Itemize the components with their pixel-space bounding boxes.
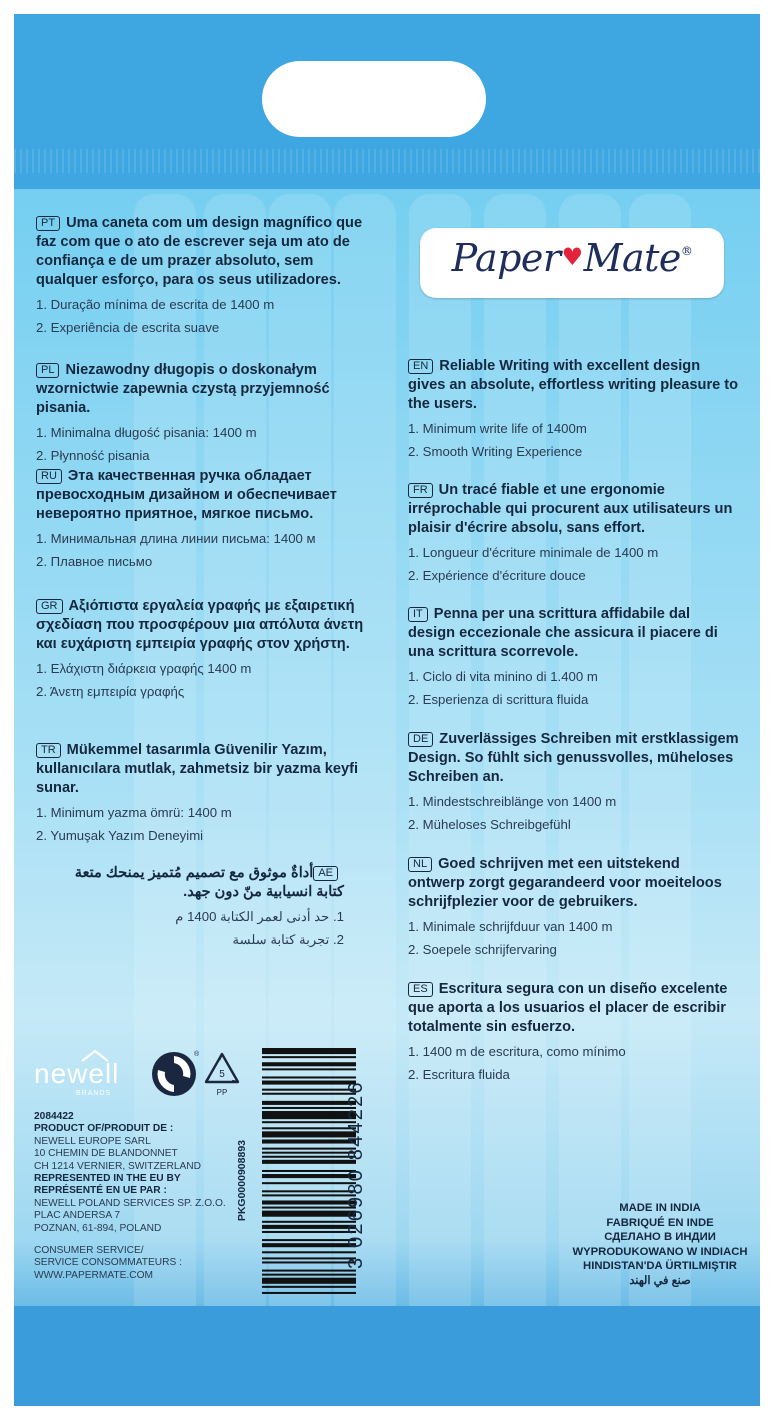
recycle-registered: ® [194, 1051, 200, 1058]
feature-item: 1. Longueur d'écriture minimale de 1400 m [408, 545, 659, 560]
importer-line: CONSUMER SERVICE/ [34, 1245, 144, 1257]
top-seal [14, 149, 760, 173]
lang-section-gr [36, 597, 368, 700]
barcode-bar [262, 1048, 356, 1054]
importer-line: NEWELL EUROPE SARL [34, 1135, 151, 1147]
barcode-bar [262, 1139, 356, 1143]
barcode-bar [262, 1121, 356, 1123]
language-code-badge: EN [408, 359, 433, 374]
barcode-bar [262, 1221, 356, 1223]
made-in-line: WYPRODUKOWANO W INDIACH [572, 1245, 748, 1258]
barcode-bar [262, 1270, 356, 1272]
language-code-badge: FR [408, 483, 433, 498]
section-headline [36, 214, 368, 290]
importer-line: PRODUCT OF/PRODUIT DE : [34, 1123, 174, 1135]
barcode-digits: 3 026980 844226 [345, 1080, 367, 1270]
lang-section-fr [408, 481, 740, 584]
section-headline [408, 357, 740, 414]
made-in-info [560, 1201, 760, 1289]
lang-section-en [408, 357, 740, 460]
headline-text: Escritura segura con un diseño excelente que aporta a los usuarios el placer de escribir totalmente sin esfuerzo. [408, 981, 728, 1035]
headline-text: Эта качественная ручка обладает превосходным дизайном и обеспечивает невероятно приятное, мягкое письмо. [36, 468, 337, 522]
made-in-line: СДЕЛАНО В ИНДИИ [604, 1231, 716, 1244]
registered-mark: ® [680, 244, 693, 258]
barcode-bar [262, 1251, 356, 1253]
importer-line [34, 1235, 254, 1245]
barcode-bar [262, 1174, 356, 1178]
feature-item: 1. Minimum yazma ömrü: 1400 m [36, 805, 232, 820]
feature-item: 1. Mindestschreiblänge von 1400 m [408, 794, 617, 809]
language-code-badge: PT [36, 216, 60, 231]
pp-recycle-icon [202, 1050, 242, 1100]
green-dot-recycle-icon [150, 1048, 202, 1100]
barcode-bar [262, 1200, 356, 1204]
lang-section-ae [58, 864, 344, 948]
barcode-bar [262, 1056, 356, 1058]
resin-code: 5 [219, 1069, 225, 1080]
headline-text: Αξιόπιστα εργαλεία γραφής με εξαιρετική σχεδίαση που προσφέρουν μια απόλυτα άνετη και ευχάριστη εμπειρία γραφής στον χρήστη. [36, 598, 364, 652]
barcode-bar [262, 1089, 356, 1091]
importer-line: REPRÉSENTÉ EN UE PAR : [34, 1185, 167, 1197]
importer-line: WWW.PAPERMATE.COM [34, 1269, 154, 1281]
logo-word-right: Mate [583, 236, 681, 280]
barcode-bar [262, 1274, 356, 1276]
barcode-bar [262, 1170, 356, 1172]
barcode-bar [262, 1156, 356, 1158]
barcode-bar [262, 1207, 356, 1209]
barcode-bar [262, 1076, 356, 1078]
barcode-bar [262, 1231, 356, 1233]
headline-text: Un tracé fiable et une ergonomie irréprochable qui procurent aux utilisateurs un plaisir d'écrire absolu, sans effort. [408, 482, 733, 536]
headline-text: Niezawodny długopis o doskonałym wzornictwie zapewnia czystą przyjemność pisania. [36, 362, 330, 416]
feature-item: 1. Minimale schrijfduur van 1400 m [408, 919, 613, 934]
feature-item: 1. Ελάχιστη διάρκεια γραφής 1400 m [36, 661, 252, 676]
barcode-bar [262, 1257, 356, 1259]
language-code-badge: DE [408, 732, 433, 747]
feature-item: 2. تجربة كتابة سلسة [232, 932, 344, 947]
headline-text: Penna per una scrittura affidabile dal design eccezionale che assicura il piacere di una scrittura scorrevole. [408, 606, 718, 660]
section-headline [408, 605, 740, 662]
section-headline [408, 855, 740, 912]
language-code-badge: ES [408, 982, 433, 997]
headline-text: Zuverlässiges Schreiben mit erstklassigem Design. So fühlt sich genussvolles, müheloses Schreiben an. [408, 731, 739, 785]
importer-line: CH 1214 VERNIER, SWITZERLAND [34, 1160, 201, 1172]
newell-brands-logo [34, 1050, 144, 1102]
language-code-badge: PL [36, 363, 59, 378]
lang-section-pt [36, 214, 368, 336]
feature-item: 1. Minimum write life of 1400m [408, 421, 587, 436]
headline-text: أداةٌ موثوق مع تصميم مُتميز يمنحك متعة كتابة انسيابية منّ دون جهد. [74, 865, 344, 900]
lang-section-ru [36, 467, 368, 570]
made-in-line: MADE IN INDIA [619, 1202, 701, 1214]
made-in-line: FABRIQUÉ EN INDE [606, 1216, 714, 1229]
headline-text: Mükemmel tasarımla Güvenilir Yazım, kullanıcılara mutlak, zahmetsiz bir yazma keyfi sunar. [36, 742, 359, 796]
barcode-bar [262, 1292, 356, 1294]
feature-item: 1. Duração mínima de escrita de 1400 m [36, 297, 275, 312]
language-code-badge: GR [36, 599, 63, 614]
barcode-bar [262, 1194, 356, 1196]
importer-line: REPRESENTED IN THE EU BY [34, 1173, 181, 1185]
feature-item: 2. Escritura fluida [408, 1067, 510, 1082]
headline-text: Reliable Writing with excellent design gives an absolute, effortless writing pleasure to the users. [408, 358, 739, 412]
lang-section-nl [408, 855, 740, 958]
resin-label: PP [216, 1088, 228, 1097]
barcode-bar [262, 1261, 356, 1263]
barcode-bar [262, 1148, 356, 1150]
made-in-line: صنع في الهند [629, 1274, 691, 1287]
made-in-line: HINDISTAN'DA ÜRTILMIŞTIR [583, 1260, 737, 1273]
language-code-badge: TR [36, 743, 61, 758]
barcode-bar [262, 1093, 356, 1095]
feature-item: 2. Плавное письмо [36, 554, 153, 569]
lang-section-pl [36, 361, 368, 464]
barcode-bar [262, 1278, 356, 1284]
section-headline [36, 741, 368, 798]
feature-item: 2. Smooth Writing Experience [408, 444, 583, 459]
newell-wordmark: newell [34, 1058, 120, 1089]
language-code-badge: IT [408, 607, 428, 622]
feature-item: 1. 1400 m de escritura, como mínimo [408, 1044, 626, 1059]
barcode-bar [262, 1107, 356, 1109]
barcode-bar [262, 1062, 356, 1066]
feature-item: 1. Minimalna długość pisania: 1400 m [36, 425, 257, 440]
barcode-bar [262, 1243, 356, 1247]
barcode-bar [262, 1131, 356, 1137]
barcode-bar [262, 1211, 356, 1217]
feature-item: 1. حد أدنى لعمر الكتابة 1400 م [175, 909, 344, 924]
lang-section-tr [36, 741, 368, 844]
barcode-bar [262, 1111, 356, 1119]
feature-item: 1. Минимальная длина линии письма: 1400 м [36, 531, 316, 546]
feature-item: 2. Experiência de escrita suave [36, 320, 220, 335]
barcode-bar [262, 1190, 356, 1192]
logo-wordmark [420, 236, 724, 280]
hang-hole [262, 61, 486, 137]
importer-line: 10 CHEMIN DE BLANDONNET [34, 1148, 178, 1160]
language-code-badge: NL [408, 857, 432, 872]
barcode-bar [262, 1286, 356, 1288]
importer-line: NEWELL POLAND SERVICES SP. Z.O.O. [34, 1197, 226, 1209]
section-headline [36, 361, 368, 418]
barcode-bar [262, 1068, 356, 1070]
headline-text: Uma caneta com um design magnífico que faz com que o ato de escrever seja um ato de confiança e de um prazer absoluto, sem qualquer esforço, para os seus utilizadores. [36, 215, 363, 288]
heart-icon: ♥ [561, 243, 583, 271]
barcode-bar [262, 1182, 356, 1184]
headline-text: Goed schrijven met een uitstekend ontwerp zorgt gegarandeerd voor moeiteloos schrijfplezier voor de gebruikers. [408, 856, 722, 910]
importer-line: 2084422 [34, 1111, 74, 1122]
barcode-bar [262, 1239, 356, 1241]
feature-item: 2. Esperienza di scrittura fluida [408, 692, 589, 707]
package-code: PKG0000908893 [236, 1140, 248, 1222]
importer-line: SERVICE CONSOMMATEURS : [34, 1257, 182, 1269]
feature-item: 2. Soepele schrijfervaring [408, 942, 557, 957]
lang-section-es [408, 980, 740, 1083]
language-code-badge: AE [313, 866, 338, 881]
feature-item: 2. Müheloses Schreibgefühl [408, 817, 571, 832]
lang-section-it [408, 605, 740, 708]
feature-item: 2. Płynność pisania [36, 448, 150, 463]
barcode-bar [262, 1160, 356, 1164]
language-code-badge: RU [36, 469, 62, 484]
barcode-bars [262, 1048, 356, 1296]
importer-info [34, 1111, 254, 1282]
section-headline [58, 864, 344, 902]
logo-word-left: Paper [451, 236, 561, 280]
newell-brands-sub: BRANDS [76, 1090, 112, 1097]
importer-line: PLAC ANDERSA 7 [34, 1210, 121, 1222]
feature-item: 2. Expérience d'écriture douce [408, 568, 586, 583]
section-headline [36, 597, 368, 654]
feature-item: 2. Yumuşak Yazım Deneyimi [36, 828, 204, 843]
section-headline [408, 980, 740, 1037]
feature-item: 2. Άνετη εμπειρία γραφής [36, 684, 185, 699]
barcode-bar [262, 1225, 356, 1229]
section-headline [36, 467, 368, 524]
importer-line: POZNAN, 61-894, POLAND [34, 1222, 162, 1234]
barcode-bar [262, 1152, 356, 1154]
barcode-bar [262, 1081, 356, 1085]
lang-section-de [408, 730, 740, 833]
feature-item: 1. Ciclo di vita minino di 1.400 m [408, 669, 598, 684]
barcode-bar [262, 1101, 356, 1105]
papermate-logo [420, 228, 724, 298]
section-headline [408, 481, 740, 538]
barcode-bar [262, 1127, 356, 1129]
section-headline [408, 730, 740, 787]
